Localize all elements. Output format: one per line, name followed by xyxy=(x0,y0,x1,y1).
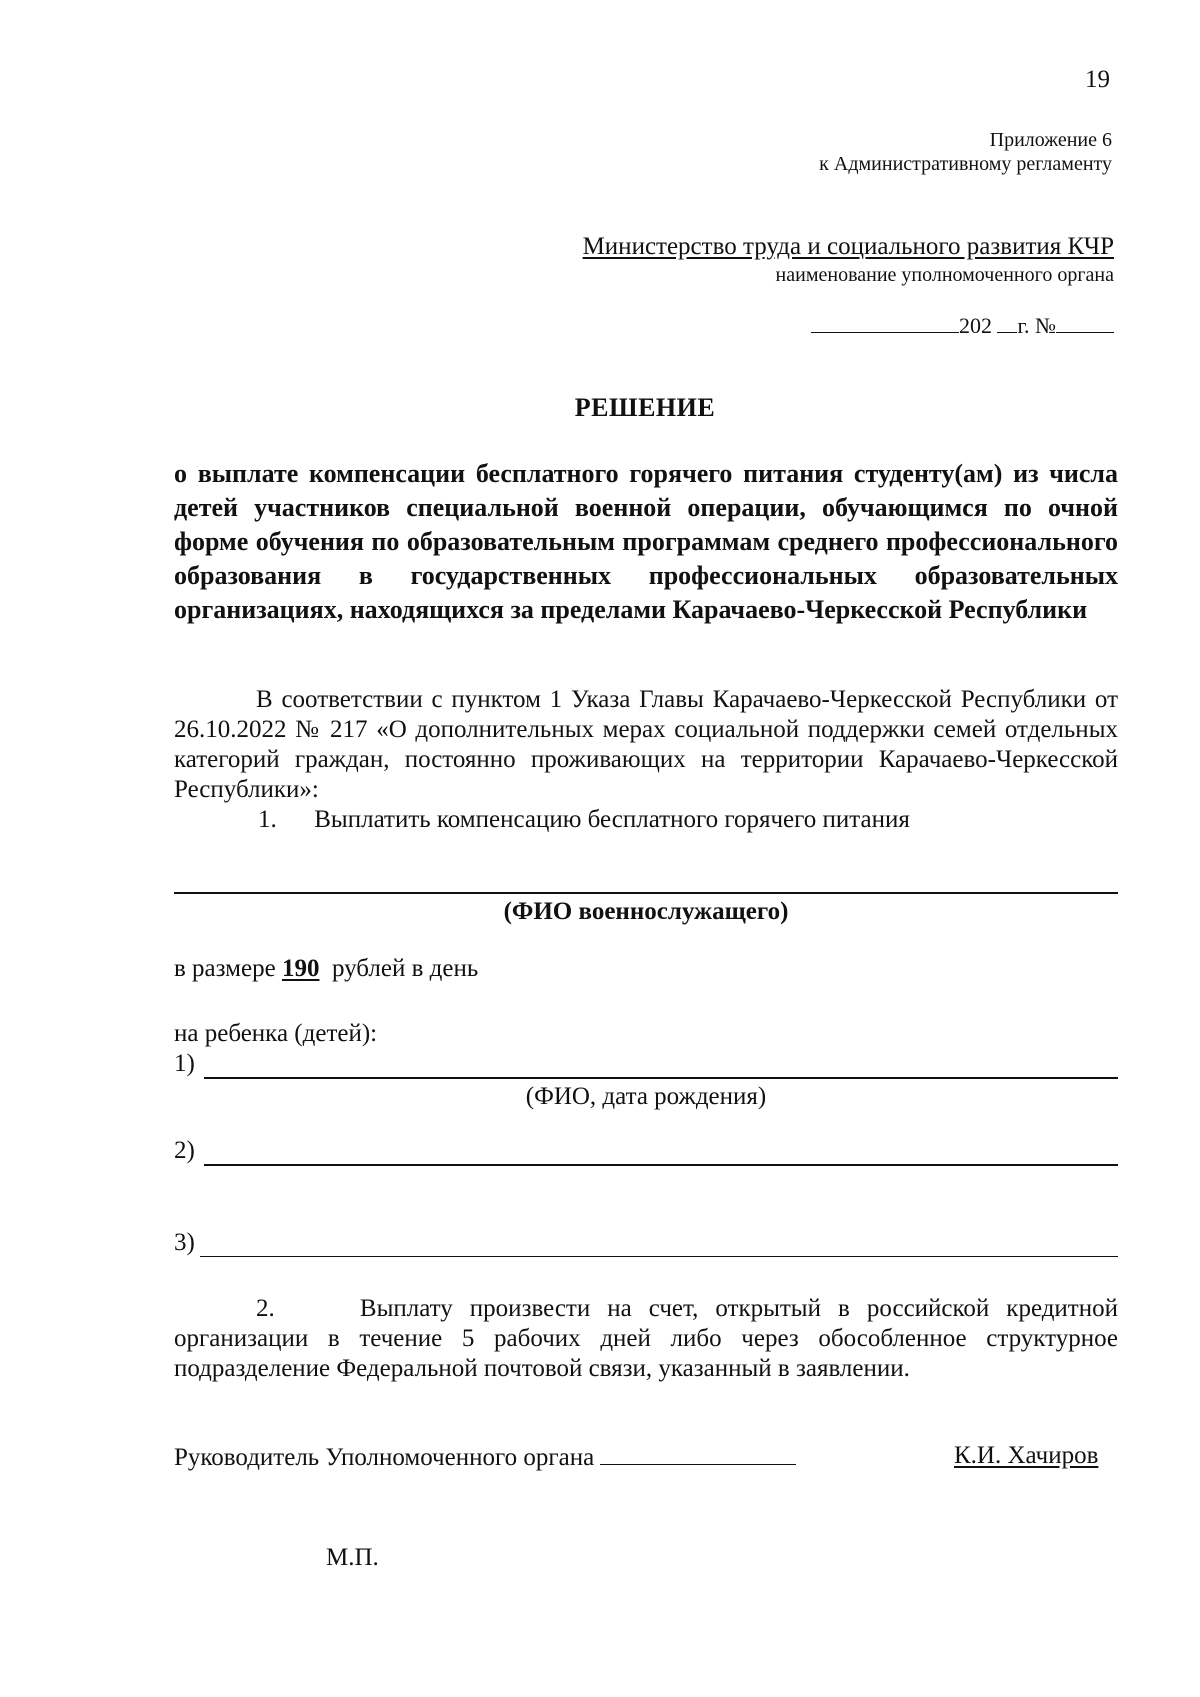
authority-block xyxy=(583,232,1114,288)
authority-caption: наименование уполномоченного органа xyxy=(775,264,1114,286)
document-title: РЕШЕНИЕ xyxy=(574,393,716,422)
child-slot-3-label: 3) xyxy=(174,1229,195,1256)
item-2 xyxy=(174,1294,1118,1384)
amount-line xyxy=(174,955,478,983)
item-2-text: Выплату произвести на счет, открытый в российской кредитной организации в течение 5 рабочих дней либо через обособленное структурное подразделение Федеральной почтовой связи, указанный в заявлении. xyxy=(174,1295,1118,1382)
date-number-line xyxy=(811,310,1114,339)
child-slot-2-line xyxy=(204,1164,1118,1166)
document-subject: о выплате компенсации бесплатного горячего питания студенту(ам) из числа детей участников специальной военной операции, обучающимся по очной форме обучения по образовательным программам среднего профессионального образования в государственных профессиональных образовательных организациях, находящихся за пределами Карачаево-Черкесской Республики xyxy=(174,459,1118,624)
child-caption: (ФИО, дата рождения) xyxy=(525,1083,767,1110)
stamp-place: М.П. xyxy=(326,1544,379,1571)
children-label: на ребенка (детей): xyxy=(174,1020,378,1047)
page-number: 19 xyxy=(1085,66,1110,93)
signatory-name: К.И. Хачиров xyxy=(954,1442,1099,1469)
signature-line xyxy=(174,1442,796,1472)
date-blank xyxy=(811,310,959,333)
item-1-text: Выплатить компенсацию бесплатного горячего питания xyxy=(314,806,910,833)
year-prefix: 202 xyxy=(958,313,992,338)
amount-suffix: рублей в день xyxy=(331,955,479,982)
child-slot-1-label: 1) xyxy=(174,1050,195,1077)
authority-name: Министерство труда и социального развития КЧР xyxy=(582,233,1114,260)
year-suffix: г. № xyxy=(1017,313,1056,338)
item-1-number: 1. xyxy=(258,806,277,833)
appendix-note xyxy=(819,128,1112,176)
appendix-line-1: Приложение 6 xyxy=(989,129,1112,151)
item-2-number: 2. xyxy=(256,1295,275,1322)
child-slot-3-line xyxy=(200,1256,1118,1257)
legal-basis-paragraph: В соответствии с пунктом 1 Указа Главы Карачаево-Черкесской Республики от 26.10.2022 № 217 «О дополнительных мерах социальной поддержки семей отдельных категорий граждан, постоянно проживающих на территории Карачаево-Черкесской Республики»: xyxy=(174,686,1118,803)
signature-role: Руководитель Уполномоченного органа xyxy=(174,1444,595,1471)
serviceman-caption: (ФИО военнослужащего) xyxy=(503,898,789,925)
amount-prefix: в размере xyxy=(174,955,276,982)
number-blank xyxy=(1056,310,1114,333)
amount-value: 190 xyxy=(281,955,320,982)
appendix-line-2: к Административному регламенту xyxy=(819,153,1112,175)
year-blank xyxy=(997,310,1017,333)
serviceman-name-line xyxy=(174,892,1118,894)
child-slot-1-line xyxy=(204,1077,1118,1079)
signature-blank xyxy=(600,1442,796,1465)
item-1 xyxy=(258,805,1118,835)
child-slot-2-label: 2) xyxy=(174,1137,195,1164)
